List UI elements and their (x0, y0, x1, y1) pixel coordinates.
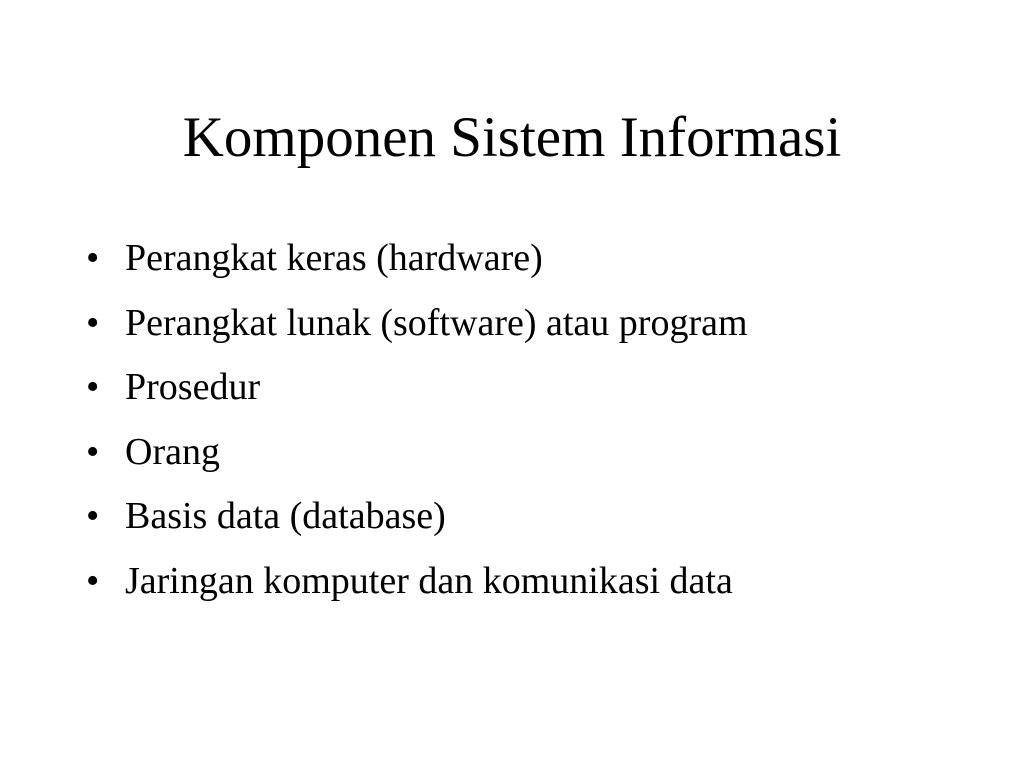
bullet-icon: • (86, 430, 100, 473)
bullet-icon: • (86, 495, 100, 537)
bullet-icon: • (86, 559, 100, 602)
list-item-label: Basis data (database) (125, 495, 446, 537)
bullet-icon: • (86, 237, 100, 279)
list-item-label: Jaringan komputer dan komunikasi data (125, 559, 733, 602)
bullet-icon: • (86, 301, 100, 344)
bullet-icon: • (86, 366, 100, 408)
slide-title: Komponen Sistem Informasi (182, 106, 842, 169)
list-item-label: Prosedur (125, 366, 261, 408)
list-item-label: Perangkat lunak (software) atau program (125, 301, 748, 344)
list-item-label: Orang (125, 430, 220, 473)
list-item-label: Perangkat keras (hardware) (125, 237, 543, 279)
